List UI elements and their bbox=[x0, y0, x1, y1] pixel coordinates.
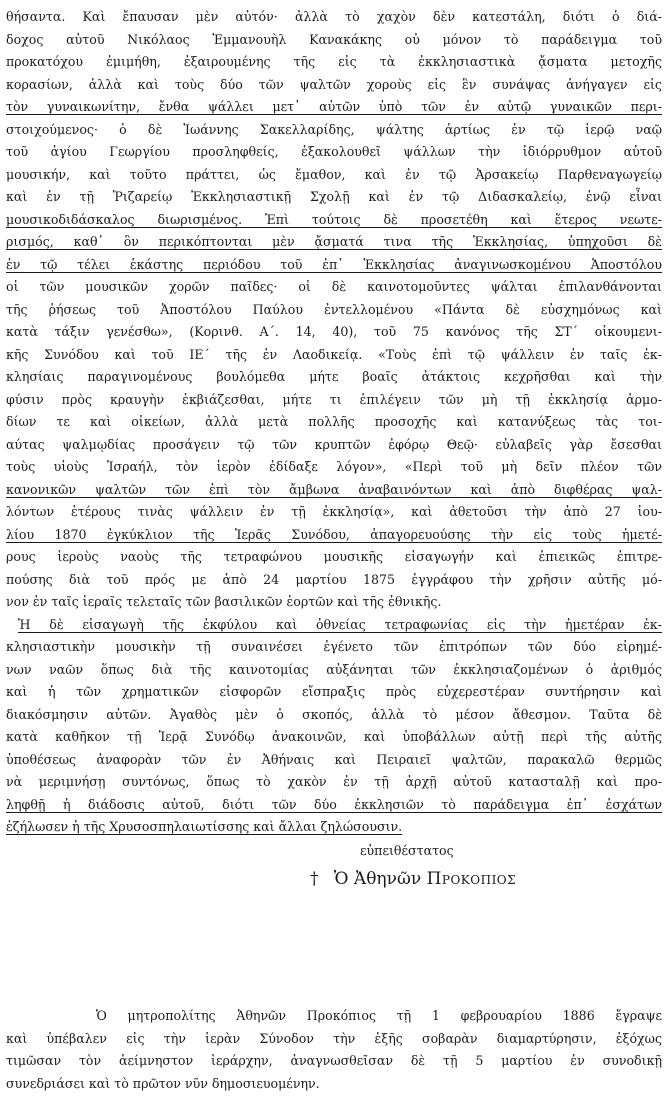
closing-salutation: εὐπειθέστατος bbox=[360, 843, 454, 858]
body-line: στοιχούμενος· ὁ δὲ Ἰωάννης Σακελλαρίδης, ψάλτης ἀρτίως ἐν τῷ ἱερῷ ναῷ bbox=[6, 121, 662, 137]
body-line: πούσης διὰ τοῦ πρός με ἀπὸ 24 μαρτίου 1875 ἐγγράφου τὴν χρῆσιν αὐτῆς μό- bbox=[6, 571, 662, 587]
body-line: καὶ ἡ τῶν χρηματικῶν εἰσφορῶν εἴσπραξις πρὸς εὐχερεστέραν συντήρησιν καὶ bbox=[6, 684, 662, 699]
body-line: προκατόχου ἐμιμήθη, ἐξαιρουμένης τῆς εἰς τὰ ἐκκλησιαστικὰ ᾄσματα μετοχῆς bbox=[6, 54, 662, 69]
body-line-underlined: κανονικῶν ψαλτῶν τῶν ἐπὶ τὸν ἄμβωνα ἀναβαινόντων καὶ ἀπὸ διφθέρας ψαλ- bbox=[6, 481, 662, 497]
body-line: κατὰ τάξιν γενέσθω», (Κορινθ. Α΄. 14, 40), τοῦ 75 κανόνος τῆς ΣΤ΄ οἰκουμενι- bbox=[6, 324, 662, 339]
body-line: κῆς Συνόδου καὶ τοῦ ΙΕ΄ τῆς ἐν Λαοδικείᾳ. «Τοὺς ἐπὶ τῷ ψάλλειν ἐν ταῖς ἐκ- bbox=[6, 346, 662, 362]
note-line: Ὁ μητροπολίτης Ἀθηνῶν Προκόπιος τῇ 1 φεβρουαρίου 1886 ἔγραψε bbox=[96, 1008, 662, 1023]
body-line: δίων τε καὶ οἰκείων, ἀλλὰ μετὰ πολλῆς προσοχῆς καὶ κατανύξεως τὰς τοι- bbox=[6, 414, 662, 429]
body-line: νον ἐν ταῖς ἱεραῖς τελεταῖς τῶν βασιλικῶν ἑορτῶν καὶ τῆς ἐθνικῆς. bbox=[6, 594, 442, 609]
body-line: οἱ τῶν μουσικῶν χορῶν παῖδες· οἱ δὲ καινοτομοῦντες ψάλται ἐπιλανθάνονται bbox=[6, 279, 662, 294]
body-line: καὶ ἐν τῇ Ῥιζαρείῳ Ἐκκλησιαστικῇ Σχολῇ καὶ ἐν τῷ Διδασκαλείῳ, ἐνῷ εἶναι bbox=[6, 189, 662, 204]
note-line: συνεδριάσει καὶ τὸ πρῶτον νῦν δημοσιευομένην. bbox=[6, 1075, 320, 1091]
body-line-underlined: τὸν γυναικωνίτην, ἔνθα ψάλλει μετ᾽ αὐτῶν ὑπὸ τῶν ἐν αὐτῷ γυναικῶν περι- bbox=[6, 99, 662, 114]
body-line: κλησίαις παραγινομένους βουλόμεθα μήτε βοαῖς ἀτάκτοις κεχρῆσθαι καὶ τὴν bbox=[6, 369, 662, 384]
body-line: κατὰ καθῆκον τῇ Ἱερᾷ Συνόδῳ ἀνακοινῶν, καὶ ὑποβάλλων αὐτῇ περὶ τῆς αὐτῆς bbox=[6, 729, 662, 744]
body-line: φύσιν πρὸς κραυγὴν ἐκβιάζεσθαι, μήτε τι ἐπιλέγειν τῶν μὴ τῇ ἐκκλησίᾳ ἁρμο- bbox=[6, 391, 662, 407]
body-line: ρους ἱεροὺς ναοὺς τῆς τετραφώνου μουσικῆς εἰσαγωγήν καὶ ἐπιεικῶς ἐπιτρε- bbox=[6, 549, 662, 564]
body-line: αύτας ψαλμῳδίας προσάγειν τῷ τῶν κρυπτῶν ἐφόρῳ Θεῷ· εὐλαβεῖς γὰρ ἔσεσθαι bbox=[6, 436, 662, 452]
body-line: θήσαντα. Καὶ ἔπαυσαν μὲν αὐτόν· ἀλλὰ τὸ χαχὸν δὲν κατεστάλη, διότι ὁ διά- bbox=[6, 9, 662, 24]
paragraph-start-line: Ἡ δὲ εἰσαγωγὴ τῆς ἐκφύλου καὶ ὀθνείας τετραφωνίας εἰς τὴν ἡμετέραν ἐκ- bbox=[18, 616, 662, 632]
body-line-underlined: ἐζήλωσεν ἡ τῆς Χρυσοσπηλαιωτίσσης καὶ ἄλλαι ζηλώσουσιν. bbox=[6, 819, 403, 834]
body-line: ὑποθέσεως ἀναφορὰν τῶν ἐν Ἀθήναις καὶ Πειραιεῖ ψαλτῶν, παρακαλῶ θερμῶς bbox=[6, 751, 662, 767]
body-line: νὰ μεριμνήσῃ συντόνως, ὅπως τὸ χακὸν ἐν τῇ ἀρχῇ αὐτοῦ κατασταλῇ καὶ προ- bbox=[6, 774, 662, 789]
body-line-underlined: ρισμός, καθ᾽ ὃν περικόπτονται μὲν ᾄσματά τινα τῆς Ἐκκλησίας, ὑπηχοῦσι δὲ bbox=[6, 234, 662, 249]
body-line: τοῦ ἁγίου Γεωργίου προσληφθείς, ἐξακολουθεῖ ψάλλων τὴν ἰδιόρρυθμον αὐτοῦ bbox=[6, 144, 662, 159]
body-line: νων ναῶν ὅπως διὰ τῆς καινοτομίας αὐξάνηται τῶν ἐκκλησιαζομένων ὁ ἀριθμός bbox=[6, 661, 662, 677]
letter-body bbox=[6, 6, 662, 839]
body-line-underlined: ληφθῇ ἡ διάδοσις αὐτοῦ, διότι τῶν δύο ἐκκλησιῶν τὸ παράδειγμα ἐπ᾽ ἐσχάτων bbox=[6, 796, 662, 812]
note-line: καὶ ὑπέβαλεν εἰς τὴν ἱερὰν Σύνοδον τὴν ἑξῆς σοβαρὰν διαμαρτύρησιν, ἐξόχως bbox=[6, 1030, 662, 1046]
body-line: κλησιαστικὴν μουσικὴν τῇ συναινέσει ἐγένετο τῶν ἐπιτρόπων τῶν δύο εἰρημέ- bbox=[6, 639, 662, 654]
body-line: τοὺς υἱοὺς Ἰσραήλ, τὸν ἱερὸν ἐδίδαξε λόγον», «Περὶ τοῦ μὴ δεῖν πλέον τῶν bbox=[6, 459, 662, 474]
note-line: τιμῶσαν τὸν ἀείμνηστον ἱεράρχην, ἀναγνωσθεῖσαν δὲ τῇ 5 μαρτίου ἐν συνοδικῇ bbox=[6, 1053, 662, 1068]
body-line: κορασίων, ἀλλὰ καὶ τοὺς δύο τῶν ψαλτῶν χοροὺς εἰς ἓν συνάψας ἀνήγαγεν εἰς bbox=[6, 76, 662, 92]
body-line: λόντων ἑτέρους τινὰς ψάλλειν ἐν τῇ ἐκκλησίᾳ», καὶ ἀθετοῦσι τὴν ἀπὸ 27 ἰου- bbox=[6, 504, 662, 519]
signature-title: Ὁ Ἀθηνῶν bbox=[333, 869, 422, 889]
editorial-note bbox=[6, 1005, 662, 1095]
body-line: τῆς ῥήσεως τοῦ Ἀποστόλου Παύλου ἐντελλομένου «Πάντα δὲ εὐσχημόνως καὶ bbox=[6, 301, 662, 317]
signature-name: Προκοπιος bbox=[426, 869, 517, 889]
body-line-underlined: ἐν τῷ τέλει ἑκάστης περιόδου τοῦ ἐπ᾽ Ἐκκλησίας ἀναγινωσκομένου Ἀποστόλου bbox=[6, 256, 662, 272]
body-line: μουσικήν, καὶ τοῦτο πράττει, ὡς ἔμαθον, καὶ ἐν τῷ Ἀρσακείῳ Παρθεναγωγείῳ bbox=[6, 166, 662, 182]
body-line-underlined: λίου 1870 ἐγκύκλιον τῆς Ἱερᾶς Συνόδου, ἀπαγορευούσης τὴν εἰς τοὺς ἡμετέ- bbox=[6, 526, 662, 542]
body-line: δοχος αὐτοῦ Νικόλαος Ἐμμανουὴλ Κανακάκης οὐ μόνον τὸ παράδειγμα τοῦ bbox=[6, 31, 662, 47]
signature bbox=[310, 869, 516, 889]
cross-icon: † bbox=[310, 869, 319, 889]
body-line-underlined: μουσικοδιδάσκαλος διωρισμένος. Ἐπὶ τούτοις δὲ προσετέθη καὶ ἕτερος νεωτε- bbox=[6, 211, 662, 227]
body-line: διακόσμησιν αὐτῶν. Ἀγαθὸς μὲν ὁ σκοπός, ἀλλὰ τὸ μέσον ἄθεσμον. Ταῦτα δὲ bbox=[6, 706, 662, 722]
